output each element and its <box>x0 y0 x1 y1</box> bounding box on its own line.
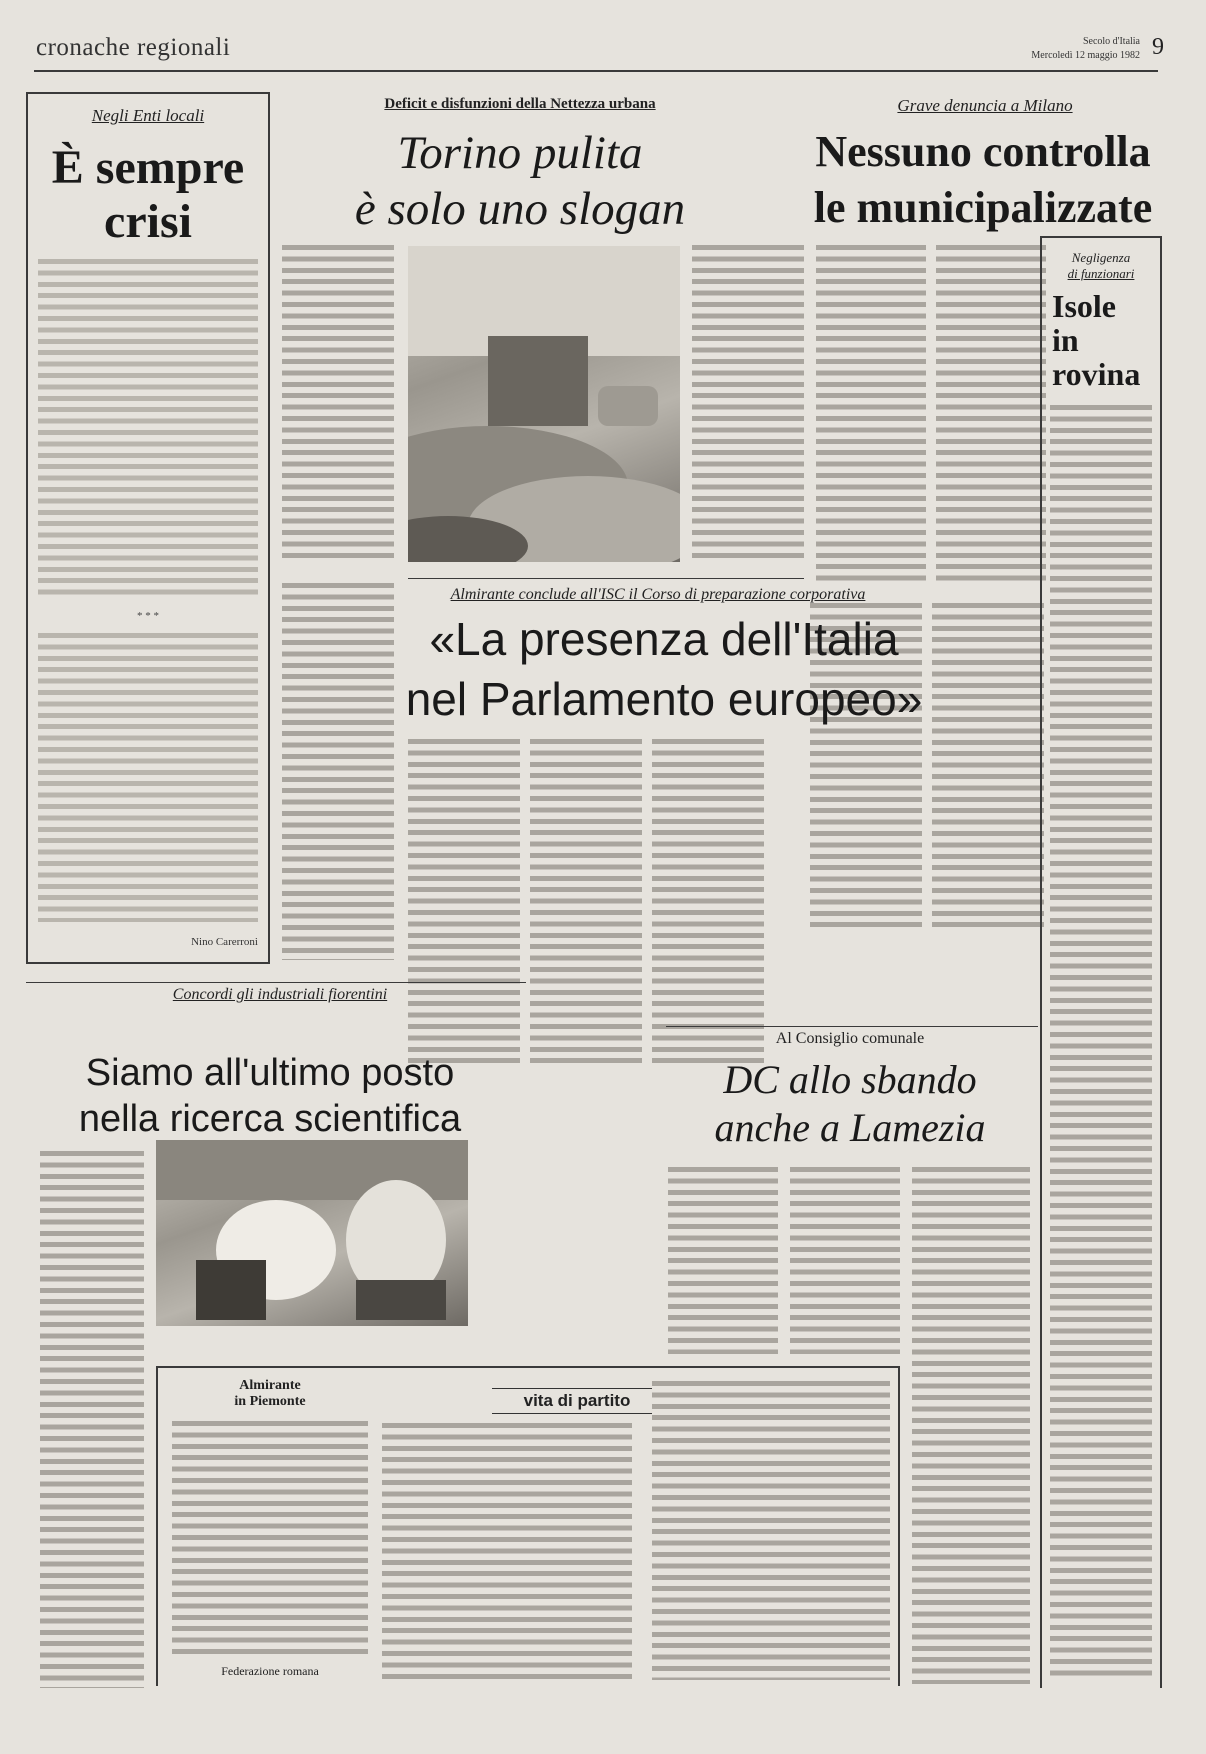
isole-box-left <box>1040 236 1042 1688</box>
torino-photo-art <box>408 246 680 562</box>
torino-street-photo <box>408 246 680 562</box>
almirante-body-col3 <box>652 736 764 1066</box>
enti-box-left <box>26 92 28 964</box>
isole-kicker-line1: Negligenza <box>1071 250 1131 265</box>
isole-box-top <box>1040 236 1162 238</box>
paper-name: Secolo d'Italia <box>1082 36 1140 47</box>
partito-title: vita di partito <box>492 1388 662 1414</box>
milano-title-line1: Nessuno controlla <box>815 127 1151 176</box>
torino-body-col3 <box>692 242 804 562</box>
enti-kicker: Negli Enti locali <box>91 106 205 125</box>
lamezia-body-col3 <box>912 1164 1030 1684</box>
milano-title-line2: le municipalizzate <box>813 183 1153 232</box>
almirante-top-rule <box>408 578 804 579</box>
enti-title-line2: crisi <box>104 195 192 248</box>
piemonte-title-line2: in Piemonte <box>234 1394 306 1409</box>
milano-body-col2 <box>936 242 1046 582</box>
enti-author: Nino Carerroni <box>191 936 258 948</box>
lamezia-title-line2: anche a Lamezia <box>714 1105 986 1150</box>
lamezia-title-line1: DC allo sbando <box>723 1057 977 1102</box>
isole-kicker-line2: di funzionari <box>1067 266 1135 281</box>
torino-kicker: Deficit e disfunzioni della Nettezza urbana <box>384 96 656 112</box>
section-title: cronache regionali <box>36 34 231 61</box>
piemonte-title-line1: Almirante <box>239 1378 301 1393</box>
isole-title-line3: rovina <box>1052 356 1141 392</box>
torino-title-line1: Torino pulita <box>397 127 643 179</box>
almirante-body-col2 <box>530 736 642 1066</box>
ricerca-kicker: Concordi gli industriali fiorentini <box>172 986 388 1003</box>
isole-title-line1: Isole <box>1052 288 1116 324</box>
almirante-kicker: Almirante conclude all'ISC il Corso di preparazione corporativa <box>450 586 866 603</box>
milano-kicker: Grave denuncia a Milano <box>897 96 1073 115</box>
ricerca-photo-art <box>156 1140 468 1326</box>
enti-box-top <box>26 92 270 94</box>
lamezia-top-rule <box>666 1026 1038 1027</box>
piemonte-sub: Federazione romana <box>221 1664 319 1678</box>
isole-title-line2: in <box>1052 322 1079 358</box>
enti-body-bottom <box>38 630 258 922</box>
ricerca-title-line1: Siamo all'ultimo posto <box>85 1052 455 1094</box>
ricerca-body-col1 <box>40 1148 144 1688</box>
ricerca-lab-photo <box>156 1140 468 1326</box>
milano-body-col1 <box>816 242 926 582</box>
lamezia-body-col2 <box>790 1164 900 1354</box>
isole-body <box>1050 402 1152 1680</box>
piemonte-body <box>172 1418 368 1658</box>
bottom-box-right <box>898 1366 900 1686</box>
almirante-title-line2: nel Parlamento europeo» <box>405 673 923 725</box>
bottom-box-left <box>156 1366 158 1686</box>
ricerca-title-line2: nella ricerca scientifica <box>78 1098 462 1140</box>
torino-title-line2: è solo uno slogan <box>354 183 686 235</box>
milano-body-col4 <box>932 600 1044 930</box>
page-number: 9 <box>1152 34 1164 60</box>
partito-body-col2 <box>652 1378 890 1680</box>
torino-body-col1 <box>282 242 394 562</box>
enti-separator: * * * <box>137 610 159 622</box>
masthead-rule <box>34 70 1158 72</box>
issue-date: Mercoledì 12 maggio 1982 <box>1031 50 1140 61</box>
isole-box-right <box>1160 236 1162 1688</box>
bottom-box-top <box>156 1366 900 1368</box>
partito-body-col1 <box>382 1420 632 1682</box>
almirante-body-col0 <box>282 580 394 960</box>
enti-box-bottom <box>26 962 270 964</box>
enti-body-top <box>38 256 258 596</box>
lamezia-kicker: Al Consiglio comunale <box>775 1030 925 1047</box>
enti-title-line1: È sempre <box>51 141 245 194</box>
enti-box-right <box>268 92 270 964</box>
ricerca-top-rule <box>26 982 526 983</box>
lamezia-body-col1 <box>668 1164 778 1354</box>
almirante-body-col1 <box>408 736 520 1066</box>
almirante-title-line1: «La presenza dell'Italia <box>429 613 899 665</box>
